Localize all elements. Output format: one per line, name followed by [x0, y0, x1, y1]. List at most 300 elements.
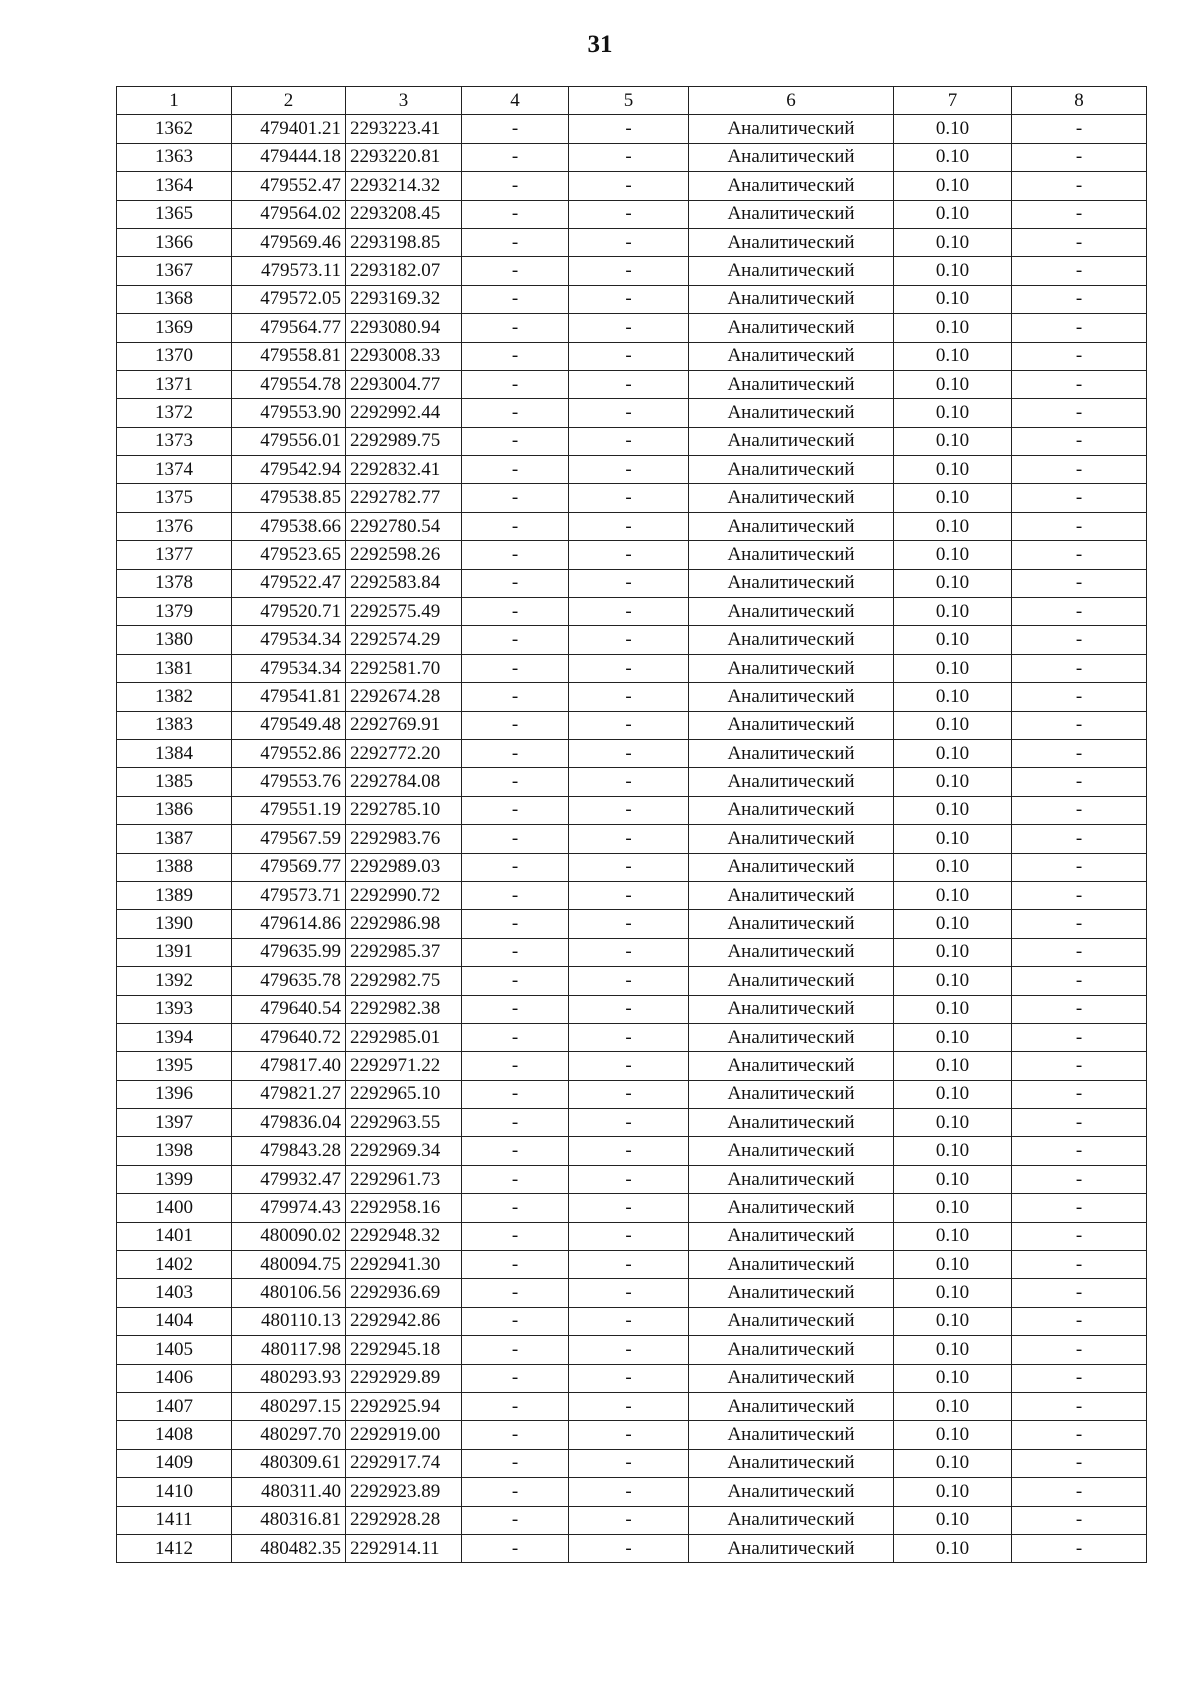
cell-x-coordinate: 479640.72: [232, 1023, 346, 1051]
table-row: [117, 881, 1147, 909]
cell-accuracy: 0.10: [894, 541, 1012, 569]
cell-column-5: -: [569, 456, 689, 484]
table-row: [117, 456, 1147, 484]
cell-column-4: -: [462, 626, 569, 654]
cell-x-coordinate: 479523.65: [232, 541, 346, 569]
cell-method: Аналитический: [689, 1279, 894, 1307]
cell-column-5: -: [569, 1364, 689, 1392]
cell-accuracy: 0.10: [894, 967, 1012, 995]
table-row: [117, 1336, 1147, 1364]
cell-y-coordinate: 2293198.85: [346, 228, 462, 256]
cell-method: Аналитический: [689, 626, 894, 654]
cell-column-8: -: [1012, 1052, 1147, 1080]
table-row: [117, 1392, 1147, 1420]
cell-column-8: -: [1012, 796, 1147, 824]
cell-method: Аналитический: [689, 881, 894, 909]
cell-column-4: -: [462, 257, 569, 285]
cell-accuracy: 0.10: [894, 1364, 1012, 1392]
cell-column-8: -: [1012, 228, 1147, 256]
cell-column-5: -: [569, 1251, 689, 1279]
cell-accuracy: 0.10: [894, 1478, 1012, 1506]
column-header-7: 7: [894, 87, 1012, 115]
cell-accuracy: 0.10: [894, 768, 1012, 796]
cell-column-4: -: [462, 1364, 569, 1392]
cell-x-coordinate: 479542.94: [232, 456, 346, 484]
cell-y-coordinate: 2293008.33: [346, 342, 462, 370]
cell-y-coordinate: 2292928.28: [346, 1506, 462, 1534]
cell-x-coordinate: 479564.02: [232, 200, 346, 228]
cell-accuracy: 0.10: [894, 995, 1012, 1023]
cell-column-4: -: [462, 399, 569, 427]
cell-method: Аналитический: [689, 200, 894, 228]
cell-point-number: 1405: [117, 1336, 232, 1364]
cell-column-8: -: [1012, 200, 1147, 228]
table-row: [117, 1506, 1147, 1534]
cell-column-5: -: [569, 228, 689, 256]
cell-y-coordinate: 2292929.89: [346, 1364, 462, 1392]
cell-method: Аналитический: [689, 1506, 894, 1534]
cell-point-number: 1388: [117, 853, 232, 881]
cell-method: Аналитический: [689, 796, 894, 824]
cell-column-8: -: [1012, 739, 1147, 767]
cell-point-number: 1409: [117, 1449, 232, 1477]
cell-column-4: -: [462, 1222, 569, 1250]
cell-point-number: 1406: [117, 1364, 232, 1392]
cell-column-4: -: [462, 739, 569, 767]
cell-method: Аналитический: [689, 172, 894, 200]
table-row: [117, 1023, 1147, 1051]
cell-y-coordinate: 2292769.91: [346, 711, 462, 739]
cell-y-coordinate: 2292832.41: [346, 456, 462, 484]
cell-column-5: -: [569, 285, 689, 313]
cell-column-5: -: [569, 541, 689, 569]
cell-method: Аналитический: [689, 1137, 894, 1165]
table-row: [117, 1478, 1147, 1506]
cell-column-8: -: [1012, 342, 1147, 370]
cell-point-number: 1368: [117, 285, 232, 313]
cell-column-5: -: [569, 569, 689, 597]
cell-accuracy: 0.10: [894, 200, 1012, 228]
cell-x-coordinate: 479401.21: [232, 115, 346, 143]
cell-x-coordinate: 479538.85: [232, 484, 346, 512]
cell-method: Аналитический: [689, 1421, 894, 1449]
cell-accuracy: 0.10: [894, 1279, 1012, 1307]
cell-column-5: -: [569, 143, 689, 171]
cell-column-5: -: [569, 1336, 689, 1364]
cell-x-coordinate: 479564.77: [232, 314, 346, 342]
table-row: [117, 569, 1147, 597]
cell-column-4: -: [462, 1392, 569, 1420]
cell-y-coordinate: 2292574.29: [346, 626, 462, 654]
cell-column-8: -: [1012, 654, 1147, 682]
cell-column-8: -: [1012, 569, 1147, 597]
table-row: [117, 910, 1147, 938]
table-body: [117, 115, 1147, 1563]
cell-accuracy: 0.10: [894, 683, 1012, 711]
cell-point-number: 1407: [117, 1392, 232, 1420]
cell-column-4: -: [462, 768, 569, 796]
cell-accuracy: 0.10: [894, 1222, 1012, 1250]
cell-column-5: -: [569, 115, 689, 143]
cell-x-coordinate: 479558.81: [232, 342, 346, 370]
cell-column-5: -: [569, 1478, 689, 1506]
cell-point-number: 1375: [117, 484, 232, 512]
cell-x-coordinate: 479635.78: [232, 967, 346, 995]
cell-column-5: -: [569, 1080, 689, 1108]
table-row: [117, 1109, 1147, 1137]
cell-y-coordinate: 2292942.86: [346, 1307, 462, 1335]
table-row: [117, 1052, 1147, 1080]
cell-method: Аналитический: [689, 314, 894, 342]
table-row: [117, 399, 1147, 427]
cell-method: Аналитический: [689, 427, 894, 455]
cell-x-coordinate: 480482.35: [232, 1534, 346, 1562]
cell-point-number: 1385: [117, 768, 232, 796]
cell-y-coordinate: 2292990.72: [346, 881, 462, 909]
cell-column-4: -: [462, 569, 569, 597]
cell-column-8: -: [1012, 456, 1147, 484]
cell-column-5: -: [569, 342, 689, 370]
cell-accuracy: 0.10: [894, 342, 1012, 370]
cell-point-number: 1401: [117, 1222, 232, 1250]
table-row: [117, 1279, 1147, 1307]
cell-x-coordinate: 479553.76: [232, 768, 346, 796]
cell-point-number: 1379: [117, 598, 232, 626]
cell-method: Аналитический: [689, 1478, 894, 1506]
cell-y-coordinate: 2292919.00: [346, 1421, 462, 1449]
table-row: [117, 1222, 1147, 1250]
cell-point-number: 1366: [117, 228, 232, 256]
cell-x-coordinate: 479534.34: [232, 626, 346, 654]
table-row: [117, 711, 1147, 739]
cell-x-coordinate: 479843.28: [232, 1137, 346, 1165]
cell-point-number: 1376: [117, 512, 232, 540]
cell-point-number: 1387: [117, 825, 232, 853]
cell-y-coordinate: 2292985.37: [346, 938, 462, 966]
table-row: [117, 654, 1147, 682]
cell-accuracy: 0.10: [894, 626, 1012, 654]
cell-x-coordinate: 479635.99: [232, 938, 346, 966]
cell-x-coordinate: 479567.59: [232, 825, 346, 853]
cell-column-8: -: [1012, 1336, 1147, 1364]
cell-y-coordinate: 2292982.75: [346, 967, 462, 995]
cell-accuracy: 0.10: [894, 370, 1012, 398]
table-row: [117, 314, 1147, 342]
cell-accuracy: 0.10: [894, 115, 1012, 143]
cell-method: Аналитический: [689, 1307, 894, 1335]
cell-method: Аналитический: [689, 456, 894, 484]
table-row: [117, 115, 1147, 143]
cell-y-coordinate: 2293208.45: [346, 200, 462, 228]
table-row: [117, 967, 1147, 995]
cell-column-4: -: [462, 1478, 569, 1506]
cell-x-coordinate: 479538.66: [232, 512, 346, 540]
cell-column-4: -: [462, 456, 569, 484]
cell-method: Аналитический: [689, 825, 894, 853]
cell-column-4: -: [462, 427, 569, 455]
cell-point-number: 1396: [117, 1080, 232, 1108]
cell-y-coordinate: 2292963.55: [346, 1109, 462, 1137]
cell-method: Аналитический: [689, 1251, 894, 1279]
cell-column-4: -: [462, 541, 569, 569]
cell-accuracy: 0.10: [894, 1421, 1012, 1449]
cell-x-coordinate: 479554.78: [232, 370, 346, 398]
cell-column-4: -: [462, 484, 569, 512]
cell-x-coordinate: 480311.40: [232, 1478, 346, 1506]
cell-y-coordinate: 2292575.49: [346, 598, 462, 626]
cell-column-8: -: [1012, 512, 1147, 540]
cell-column-5: -: [569, 1194, 689, 1222]
cell-x-coordinate: 479572.05: [232, 285, 346, 313]
table-row: [117, 683, 1147, 711]
cell-x-coordinate: 479573.11: [232, 257, 346, 285]
cell-column-8: -: [1012, 1137, 1147, 1165]
page-number: 31: [587, 31, 613, 58]
cell-point-number: 1402: [117, 1251, 232, 1279]
cell-y-coordinate: 2292581.70: [346, 654, 462, 682]
cell-x-coordinate: 479817.40: [232, 1052, 346, 1080]
cell-column-4: -: [462, 1307, 569, 1335]
cell-column-8: -: [1012, 1023, 1147, 1051]
cell-column-4: -: [462, 910, 569, 938]
cell-point-number: 1398: [117, 1137, 232, 1165]
table-row: [117, 938, 1147, 966]
cell-accuracy: 0.10: [894, 172, 1012, 200]
cell-column-4: -: [462, 683, 569, 711]
cell-y-coordinate: 2292785.10: [346, 796, 462, 824]
cell-column-5: -: [569, 711, 689, 739]
cell-column-4: -: [462, 598, 569, 626]
cell-column-5: -: [569, 739, 689, 767]
cell-x-coordinate: 480094.75: [232, 1251, 346, 1279]
cell-method: Аналитический: [689, 853, 894, 881]
cell-point-number: 1394: [117, 1023, 232, 1051]
cell-y-coordinate: 2292965.10: [346, 1080, 462, 1108]
cell-x-coordinate: 480106.56: [232, 1279, 346, 1307]
cell-point-number: 1397: [117, 1109, 232, 1137]
cell-y-coordinate: 2292989.75: [346, 427, 462, 455]
cell-column-5: -: [569, 1534, 689, 1562]
cell-column-8: -: [1012, 967, 1147, 995]
cell-x-coordinate: 480297.70: [232, 1421, 346, 1449]
cell-column-4: -: [462, 881, 569, 909]
cell-column-8: -: [1012, 683, 1147, 711]
cell-x-coordinate: 479552.86: [232, 739, 346, 767]
cell-point-number: 1412: [117, 1534, 232, 1562]
cell-x-coordinate: 479444.18: [232, 143, 346, 171]
cell-accuracy: 0.10: [894, 796, 1012, 824]
cell-method: Аналитический: [689, 228, 894, 256]
cell-column-4: -: [462, 938, 569, 966]
cell-point-number: 1390: [117, 910, 232, 938]
cell-column-4: -: [462, 654, 569, 682]
cell-accuracy: 0.10: [894, 1023, 1012, 1051]
table-row: [117, 200, 1147, 228]
cell-column-8: -: [1012, 853, 1147, 881]
cell-column-4: -: [462, 825, 569, 853]
cell-y-coordinate: 2292971.22: [346, 1052, 462, 1080]
cell-x-coordinate: 479520.71: [232, 598, 346, 626]
cell-accuracy: 0.10: [894, 569, 1012, 597]
cell-x-coordinate: 480316.81: [232, 1506, 346, 1534]
cell-point-number: 1371: [117, 370, 232, 398]
cell-method: Аналитический: [689, 683, 894, 711]
cell-point-number: 1372: [117, 399, 232, 427]
cell-column-4: -: [462, 512, 569, 540]
cell-method: Аналитический: [689, 598, 894, 626]
cell-y-coordinate: 2292917.74: [346, 1449, 462, 1477]
cell-point-number: 1384: [117, 739, 232, 767]
table-row: [117, 1421, 1147, 1449]
cell-accuracy: 0.10: [894, 739, 1012, 767]
cell-y-coordinate: 2293214.32: [346, 172, 462, 200]
cell-method: Аналитический: [689, 1052, 894, 1080]
cell-y-coordinate: 2292583.84: [346, 569, 462, 597]
cell-x-coordinate: 480309.61: [232, 1449, 346, 1477]
cell-method: Аналитический: [689, 768, 894, 796]
cell-column-4: -: [462, 115, 569, 143]
cell-point-number: 1386: [117, 796, 232, 824]
cell-column-8: -: [1012, 881, 1147, 909]
cell-point-number: 1395: [117, 1052, 232, 1080]
column-header-5: 5: [569, 87, 689, 115]
cell-accuracy: 0.10: [894, 257, 1012, 285]
cell-column-8: -: [1012, 427, 1147, 455]
cell-accuracy: 0.10: [894, 399, 1012, 427]
cell-column-5: -: [569, 1506, 689, 1534]
cell-column-5: -: [569, 938, 689, 966]
cell-column-5: -: [569, 399, 689, 427]
cell-x-coordinate: 479549.48: [232, 711, 346, 739]
table-row: [117, 541, 1147, 569]
cell-y-coordinate: 2292989.03: [346, 853, 462, 881]
cell-y-coordinate: 2292923.89: [346, 1478, 462, 1506]
cell-accuracy: 0.10: [894, 910, 1012, 938]
cell-method: Аналитический: [689, 1165, 894, 1193]
cell-column-4: -: [462, 967, 569, 995]
cell-column-8: -: [1012, 143, 1147, 171]
table-row: [117, 484, 1147, 512]
column-header-4: 4: [462, 87, 569, 115]
cell-point-number: 1377: [117, 541, 232, 569]
table-row: [117, 257, 1147, 285]
cell-method: Аналитический: [689, 1109, 894, 1137]
cell-x-coordinate: 480090.02: [232, 1222, 346, 1250]
cell-accuracy: 0.10: [894, 1137, 1012, 1165]
cell-column-8: -: [1012, 1194, 1147, 1222]
cell-method: Аналитический: [689, 1194, 894, 1222]
cell-method: Аналитический: [689, 285, 894, 313]
cell-point-number: 1403: [117, 1279, 232, 1307]
cell-y-coordinate: 2293080.94: [346, 314, 462, 342]
table-row: [117, 228, 1147, 256]
cell-point-number: 1369: [117, 314, 232, 342]
cell-column-5: -: [569, 1052, 689, 1080]
cell-column-8: -: [1012, 1109, 1147, 1137]
cell-x-coordinate: 479569.77: [232, 853, 346, 881]
cell-point-number: 1381: [117, 654, 232, 682]
header-row: [117, 87, 1147, 115]
cell-column-4: -: [462, 1194, 569, 1222]
cell-column-8: -: [1012, 285, 1147, 313]
cell-accuracy: 0.10: [894, 598, 1012, 626]
cell-x-coordinate: 479974.43: [232, 1194, 346, 1222]
cell-y-coordinate: 2292961.73: [346, 1165, 462, 1193]
cell-column-5: -: [569, 995, 689, 1023]
cell-accuracy: 0.10: [894, 1052, 1012, 1080]
cell-method: Аналитический: [689, 995, 894, 1023]
table-row: [117, 598, 1147, 626]
cell-column-8: -: [1012, 1534, 1147, 1562]
cell-method: Аналитический: [689, 143, 894, 171]
cell-point-number: 1365: [117, 200, 232, 228]
cell-method: Аналитический: [689, 1023, 894, 1051]
table-row: [117, 739, 1147, 767]
cell-point-number: 1404: [117, 1307, 232, 1335]
cell-method: Аналитический: [689, 399, 894, 427]
cell-x-coordinate: 479534.34: [232, 654, 346, 682]
cell-accuracy: 0.10: [894, 484, 1012, 512]
cell-accuracy: 0.10: [894, 1449, 1012, 1477]
cell-column-5: -: [569, 796, 689, 824]
cell-point-number: 1411: [117, 1506, 232, 1534]
cell-accuracy: 0.10: [894, 825, 1012, 853]
cell-column-8: -: [1012, 1251, 1147, 1279]
cell-column-8: -: [1012, 115, 1147, 143]
cell-column-8: -: [1012, 1307, 1147, 1335]
cell-column-4: -: [462, 172, 569, 200]
cell-method: Аналитический: [689, 484, 894, 512]
cell-method: Аналитический: [689, 654, 894, 682]
cell-point-number: 1408: [117, 1421, 232, 1449]
cell-accuracy: 0.10: [894, 143, 1012, 171]
cell-column-5: -: [569, 484, 689, 512]
table-row: [117, 427, 1147, 455]
table-row: [117, 512, 1147, 540]
cell-x-coordinate: 479541.81: [232, 683, 346, 711]
table-row: [117, 1194, 1147, 1222]
cell-accuracy: 0.10: [894, 853, 1012, 881]
cell-x-coordinate: 479821.27: [232, 1080, 346, 1108]
cell-point-number: 1399: [117, 1165, 232, 1193]
cell-column-4: -: [462, 200, 569, 228]
cell-column-5: -: [569, 1279, 689, 1307]
column-header-2: 2: [232, 87, 346, 115]
cell-column-8: -: [1012, 938, 1147, 966]
cell-accuracy: 0.10: [894, 1392, 1012, 1420]
cell-column-8: -: [1012, 1080, 1147, 1108]
cell-column-5: -: [569, 1449, 689, 1477]
table-row: [117, 768, 1147, 796]
cell-method: Аналитический: [689, 1364, 894, 1392]
cell-column-8: -: [1012, 1165, 1147, 1193]
cell-y-coordinate: 2292983.76: [346, 825, 462, 853]
cell-column-5: -: [569, 626, 689, 654]
table-row: [117, 1534, 1147, 1562]
cell-point-number: 1363: [117, 143, 232, 171]
cell-y-coordinate: 2292969.34: [346, 1137, 462, 1165]
cell-point-number: 1400: [117, 1194, 232, 1222]
table-row: [117, 143, 1147, 171]
cell-y-coordinate: 2292772.20: [346, 739, 462, 767]
cell-y-coordinate: 2292674.28: [346, 683, 462, 711]
cell-column-5: -: [569, 825, 689, 853]
cell-column-8: -: [1012, 172, 1147, 200]
cell-column-5: -: [569, 853, 689, 881]
cell-column-4: -: [462, 1023, 569, 1051]
table-row: [117, 1307, 1147, 1335]
cell-column-4: -: [462, 1251, 569, 1279]
